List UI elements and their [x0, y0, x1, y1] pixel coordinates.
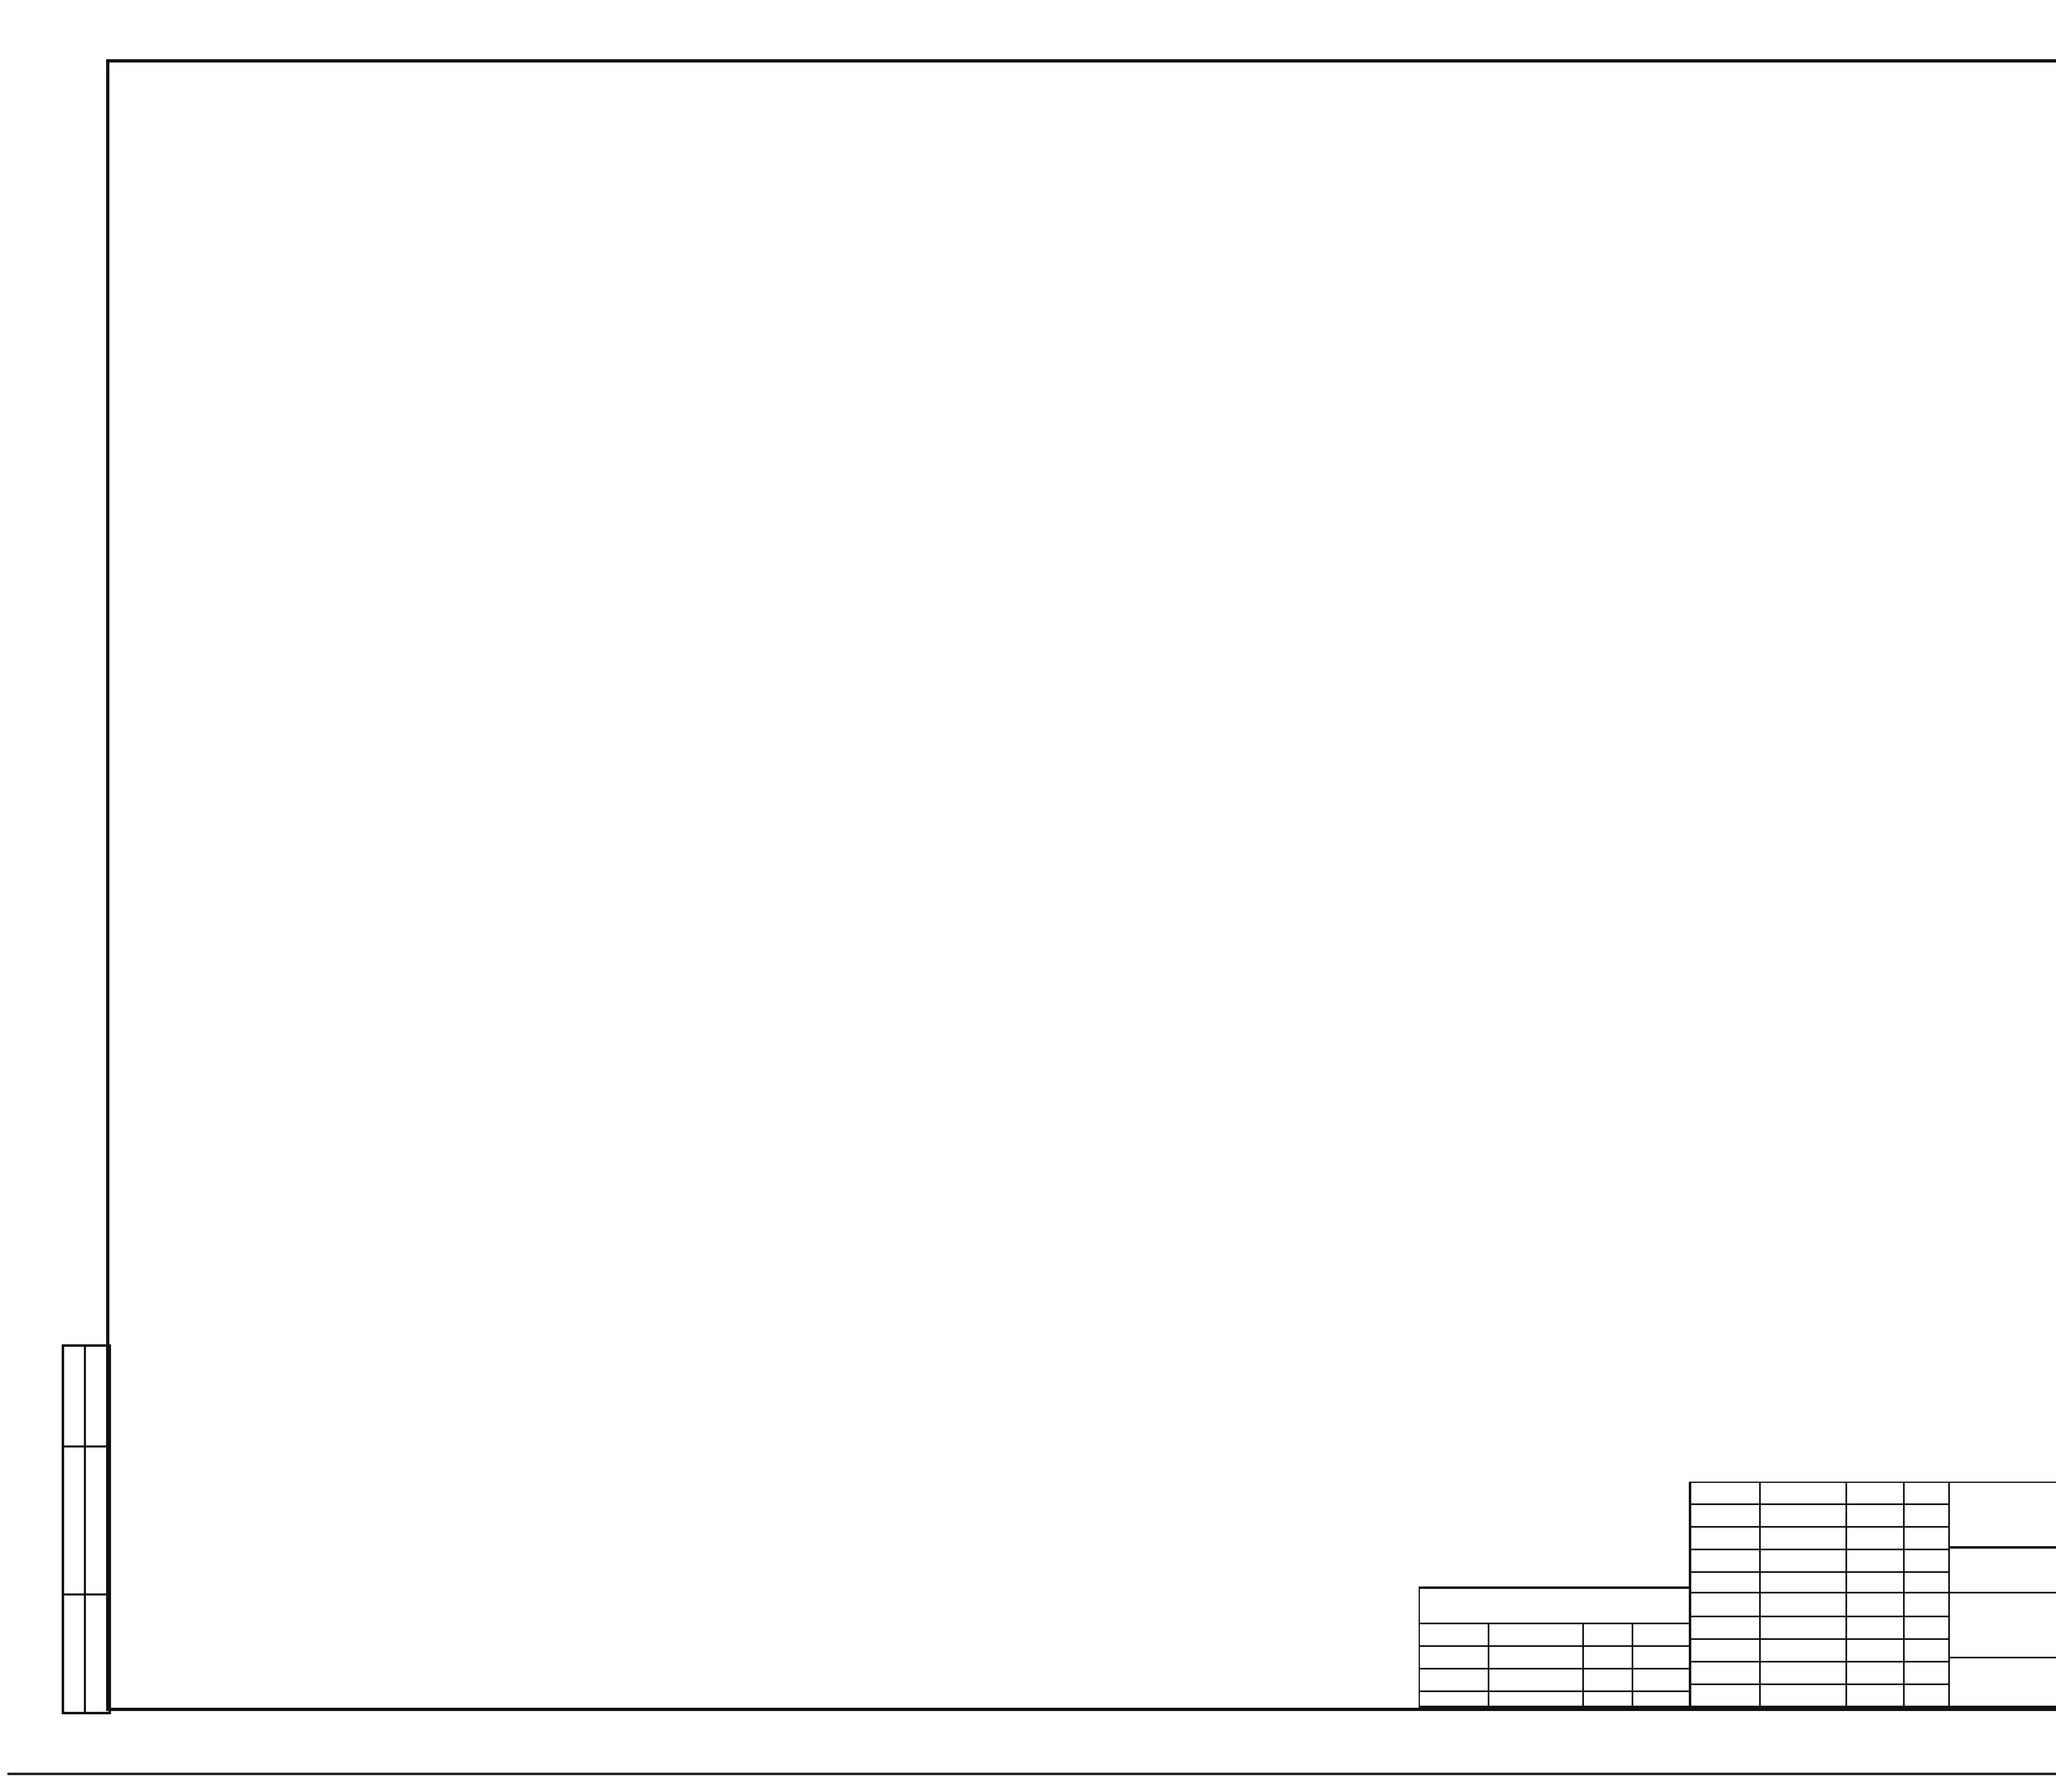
title-block-frame [1419, 1482, 2056, 1707]
title-block [1419, 1482, 2056, 1708]
